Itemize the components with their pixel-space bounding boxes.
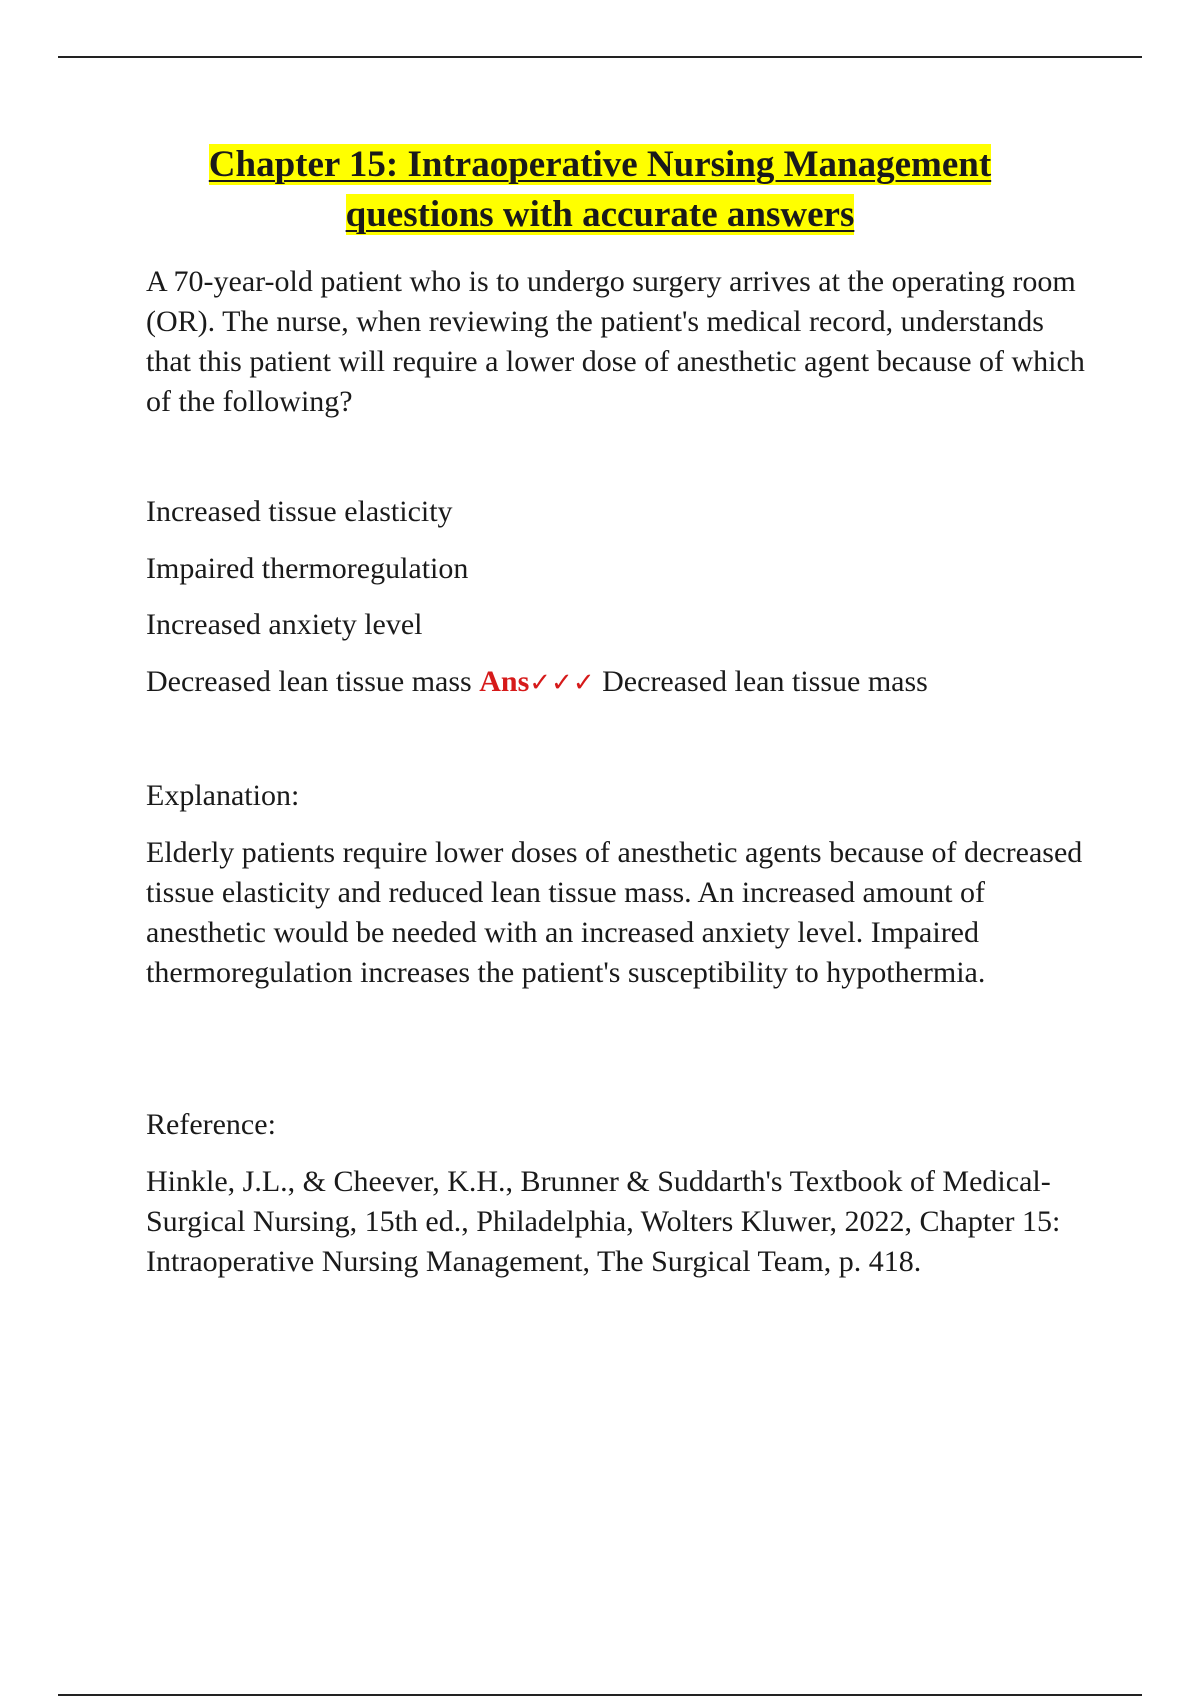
title-line-1: Chapter 15: Intraoperative Nursing Management [208,144,992,185]
bottom-divider [58,1694,1142,1696]
option-4-text: Decreased lean tissue mass [146,665,472,698]
answer-text: Decreased lean tissue mass [602,665,928,698]
option-3: Increased anxiety level [146,608,423,641]
option-2: Impaired thermoregulation [146,552,469,585]
check-marks-icon: ✓✓✓ [529,668,595,698]
page-title [100,140,1100,240]
top-divider [58,56,1142,58]
question-text: A 70-year-old patient who is to undergo surgery arrives at the operating room (OR). The nurse, when reviewing the patient's medical record, understands that this patient will require a lower dose of anesthetic agent because of which of the following? [146,265,1085,418]
answer-label: Ans [479,665,530,698]
option-1: Increased tissue elasticity [146,495,453,528]
explanation-label: Explanation: [146,779,300,812]
reference-text: Hinkle, J.L., & Cheever, K.H., Brunner & Suddarth's Textbook of Medical-Surgical Nursing, 15th ed., Philadelphia, Wolters Kluwer, 2022, Chapter 15: Intraoperative Nursing Management, The Surgical Team, p. 418. [146,1165,1061,1278]
title-line-2: questions with accurate answers [345,194,855,235]
reference-label: Reference: [146,1108,276,1141]
option-4-with-answer [146,662,1096,703]
explanation-text: Elderly patients require lower doses of anesthetic agents because of decreased tissue elasticity and reduced lean tissue mass. An increased amount of anesthetic would be needed with an increased anxiety level. Impaired thermoregulation increases the patient's susceptibility to hypothermia. [146,836,1083,989]
